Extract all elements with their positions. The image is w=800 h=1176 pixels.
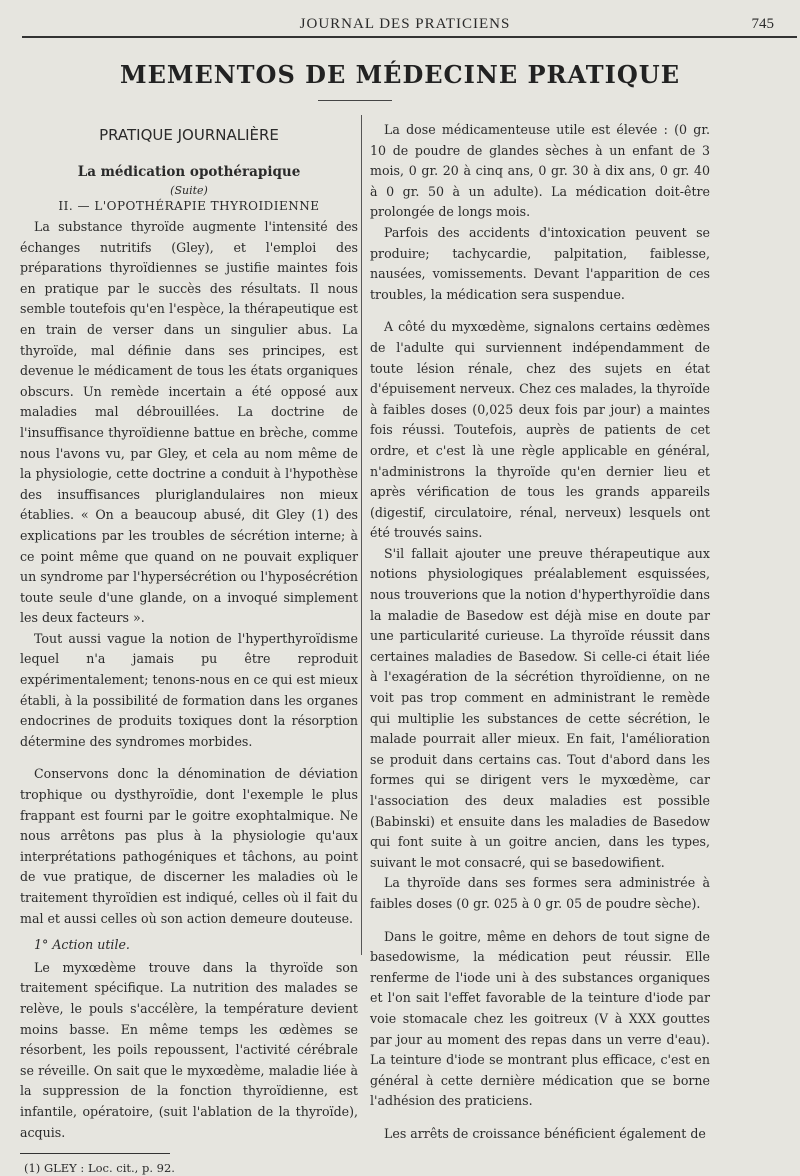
header-rule <box>22 36 797 38</box>
footnote-rule <box>20 1153 170 1154</box>
section-title: PRATIQUE JOURNALIÈRE <box>99 126 279 144</box>
column-divider <box>361 115 362 955</box>
paragraph: Parfois des accidents d'intoxication peuvent se produire; tachycardie, palpitation, faiblesse, nausées, vomissements. Devant l'apparition de ces troubles, la médication sera suspendue. <box>370 224 710 302</box>
page-number: 745 <box>751 16 774 32</box>
paragraph: Le myxœdème trouve dans la thyroïde son traitement spécifique. La nutrition des malades se relève, le pouls s'accélère, la température devient moins basse. En même temps les œdèmes se résorbent, les poils repoussent, l'activité cérébrale se réveille. On sait que le myxœdème, maladie liée à la suppression de la fonction thyroïdienne, est infantile, opératoire, (suit l'ablation de la thyroïde), acquis. <box>20 959 358 1140</box>
suite-label: (Suite) <box>170 184 208 197</box>
paragraph: Les arrêts de croissance bénéficient également de <box>384 1125 706 1141</box>
right-column <box>370 120 710 1145</box>
paragraph: La substance thyroïde augmente l'intensité des échanges nutritifs (Gley), et l'emploi des préparations thyroïdiennes se justifie maintes fois en pratique par le succès des résultats. Il nous semble toutefois qu'en l'espèce, la thérapeutique est en train de verser dans un singulier abus. La thyroïde, mal définie dans ses principes, est devenue le médicament de tous les états organiques obscurs. Un remède incertain a été opposé aux maladies mal débrouillées. La doctrine de l'insuffisance thyroïdienne battue en brèche, comme nous l'avons vu, par Gley, et cela au nom même de la physiologie, cette doctrine a conduit à l'hypothèse des insuffisances pluriglandulaires non mieux établies. « On a beaucoup abusé, dit Gley (1) des explications par les troubles de sécrétion interne; à ce point même que quand on ne pouvait expliquer un syndrome par l'hypersécrétion ou l'hyposécrétion toute seule d'une glande, on a invoqué simplement les deux facteurs ». <box>20 219 358 626</box>
paragraph: S'il fallait ajouter une preuve thérapeutique aux notions physiologiques préalablement esquissées, nous trouverions que la notion d'hyperthyroïdie dans la maladie de Basedow est déjà mise en doute par une particularité curieuse. La thyroïde réussit dans certaines maladies de Basedow. Si celle-ci était liée à l'exagération de la sécrétion thyroïdienne, on ne voit pas trop comment en administrant le remède qui multiplie les substances de cette sécrétion, le malade pourrait aller mieux. En fait, l'amélioration se produit dans certains cas. Tout d'abord dans les formes qui se dirigent vers le myxœdème, car l'association des deux maladies est possible (Babinski) et ensuite dans les maladies de Basedow qui font suite à un goitre ancien, dans les types, suivant le mot consacré, qui se basedowifient. <box>370 545 710 870</box>
journal-title: JOURNAL DES PRATICIENS <box>299 16 511 32</box>
item-heading: 1° Action utile. <box>34 937 130 953</box>
running-header <box>20 10 790 38</box>
paragraph: A côté du myxœdème, signalons certains œdèmes de l'adulte qui surviennent indépendamment de toute lésion rénale, chez des sujets en état d'épuisement nerveux. Chez ces malades, la thyroïde à faibles doses (0,025 deux fois par jour) a maintes fois réussi. Toutefois, auprès de patients de cet ordre, et c'est là une règle applicable en général, n'administrons la thyroïde qu'en dernier lieu et après vérification de tous les grands appareils (digestif, circulatoire, rénal, nerveux) lesquels ont été trouvés sains. <box>370 319 710 541</box>
paragraph: Dans le goitre, même en dehors de tout signe de basedowisme, la médication peut réussir. Elle renferme de l'iode uni à des substances organiques et l'on sait l'effet favorable de la teinture d'iode par voie stomacale chez les goitreux (V à XXX gouttes par jour au moment des repas dans un verre d'eau). La teinture d'iode se montrant plus efficace, c'est en général à cette dernière médication que se borne l'adhésion des praticiens. <box>370 928 710 1109</box>
chapter-heading: II. — L'OPOTHÉRAPIE THYROIDIENNE <box>58 199 320 213</box>
paragraph: Conservons donc la dénomination de déviation trophique ou dysthyroïdie, dont l'exemple le plus frappant est fourni par le goitre exophtalmique. Ne nous arrêtons pas plus à la physiologie qu'aux interprétations pathogéniques et tâchons, au point de vue pratique, de discerner les maladies où le traitement thyroïdien est indiqué, celles où il fait du mal et aussi celles où son action demeure douteuse. <box>20 766 358 926</box>
article-subtitle: La médication opothérapique <box>77 164 301 180</box>
paragraph: Tout aussi vague la notion de l'hyperthyroïdisme lequel n'a jamais pu être reproduit expérimentalement; tenons-nous en ce qui est mieux établi, à la possibilité de formation dans les organes endocrines de produits toxiques dont la résorption détermine des syndromes morbides. <box>20 630 358 749</box>
paragraph: La thyroïde dans ses formes sera administrée à faibles doses (0 gr. 025 à 0 gr. 05 de poudre sèche). <box>370 875 710 911</box>
page-title: MEMENTOS DE MÉDECINE PRATIQUE <box>120 60 680 89</box>
paragraph: La dose médicamenteuse utile est élevée : (0 gr. 10 de poudre de glandes sèches à un enfant de 3 mois, 0 gr. 20 à cinq ans, 0 gr. 30 à dix ans, 0 gr. 40 à 0 gr. 50 à un adulte). La médication doit-être prolongée de longs mois. <box>370 122 710 220</box>
footnote: (1) GLEY : Loc. cit., p. 92. <box>24 1161 175 1176</box>
left-column <box>20 120 358 1176</box>
title-rule <box>318 100 392 101</box>
